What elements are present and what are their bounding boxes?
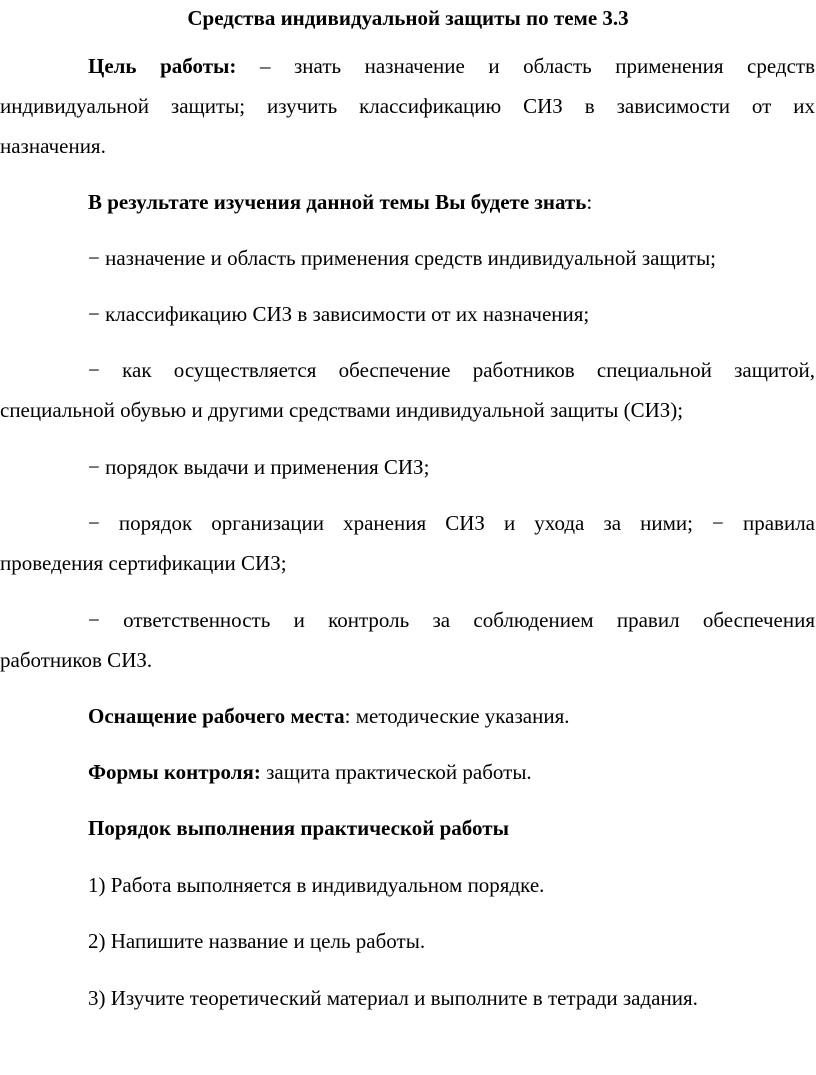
equipment-label: Оснащение рабочего места [88, 704, 345, 728]
list-item-4: − порядок выдачи и применения СИЗ; [88, 455, 430, 479]
goal-text-1: – знать назначение и область применения средств [259, 54, 816, 78]
list-item-3-line-1: − как осуществляется обеспечение работников специальной защитой, [88, 358, 815, 382]
equipment-line [88, 704, 816, 729]
list-item-3-line-2: специальной обувью и другими средствами индивидуальной защиты (СИЗ); [0, 398, 684, 422]
list-item-1: − назначение и область применения средств индивидуальной защиты; [88, 246, 717, 270]
result-heading-text: В результате изучения данной темы Вы будете знать [88, 190, 587, 214]
result-heading-colon: : [586, 190, 593, 214]
list-item-2: − классификацию СИЗ в зависимости от их назначения; [88, 302, 590, 326]
procedure-step-1: 1) Работа выполняется в индивидуальном порядке. [88, 873, 545, 897]
page-title: Средства индивидуальной защиты по теме 3.3 [187, 6, 629, 30]
equipment-text: : методические указания. [344, 704, 570, 728]
result-heading [88, 190, 816, 215]
control-text: защита практической работы. [260, 760, 532, 784]
procedure-step-3: 3) Изучите теоретический материал и выполните в тетради задания. [88, 986, 698, 1010]
list-item-6-line-2: работников СИЗ. [0, 648, 153, 672]
control-label: Формы контроля: [88, 760, 261, 784]
list-item-5-line-2: проведения сертификации СИЗ; [0, 551, 287, 575]
list-item-6-line-1: − ответственность и контроль за соблюдением правил обеспечения [88, 608, 815, 632]
procedure-step-2: 2) Напишите название и цель работы. [88, 929, 426, 953]
goal-line-3: назначения. [0, 134, 106, 158]
goal-line-1 [88, 54, 815, 79]
goal-line-2: индивидуальной защиты; изучить классификацию СИЗ в зависимости от их [0, 94, 815, 118]
list-item-5-line-1: − порядок организации хранения СИЗ и ухода за ними; − правила [88, 511, 815, 535]
control-line [88, 760, 816, 785]
procedure-heading: Порядок выполнения практической работы [88, 816, 509, 840]
goal-label: Цель работы: [88, 54, 237, 78]
